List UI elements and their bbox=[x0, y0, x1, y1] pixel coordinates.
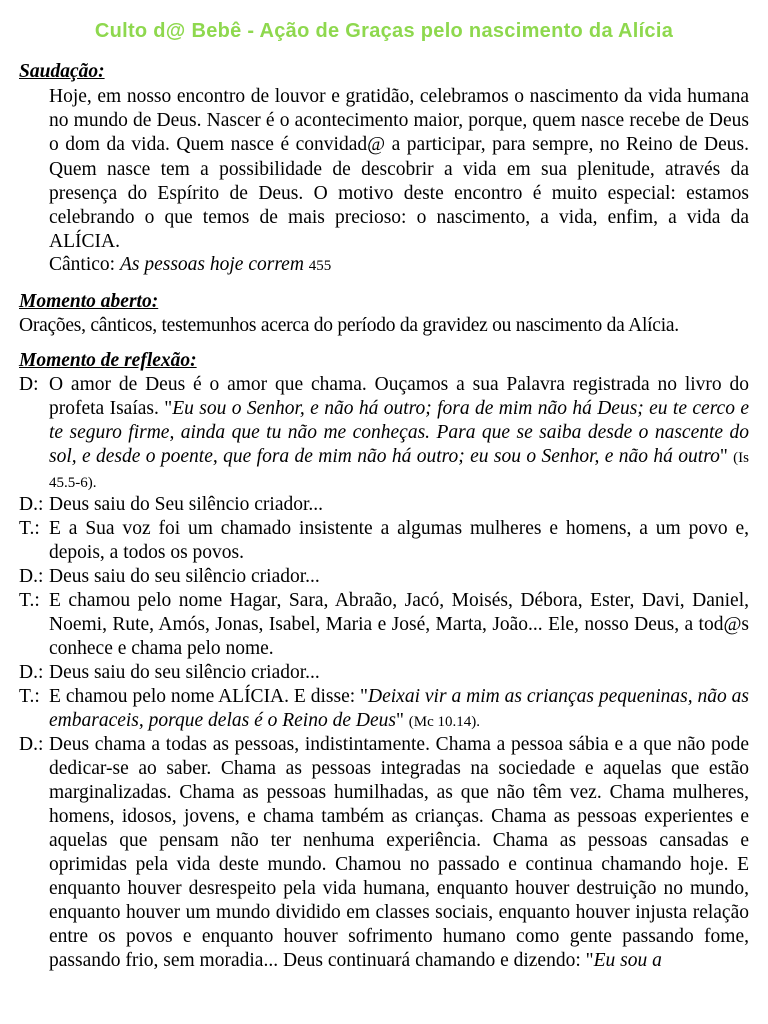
d4-label: D.: bbox=[19, 662, 44, 683]
d1-item: O amor de Deus é o amor que chama. Ouçamos a sua Palavra registrada no livro do profeta Isaías. "Eu sou o Senhor, e não há outro; fora de mim não há Deus; eu te cerco e te seguro firme, ainda que tu não me conheças. Para que se saiba desde o nascente do sol, e desde o poente, que fora de mim não há outro; eu sou o Senhor, e não há outro" (Is 45.5-6). bbox=[49, 374, 749, 491]
t2-text: E chamou pelo nome Hagar, Sara, Abraão, Jacó, Moisés, Débora, Ester, Davi, Daniel, Noemi, Rute, Amós, Jonas, Isabel, Maria e José, Marta, João... Ele, nosso Deus, a tod@s conhece e chama pelo nome. bbox=[49, 590, 749, 659]
t1-label: T.: bbox=[19, 518, 40, 539]
t3-text: E chamou pelo nome ALÍCIA. E disse: " bbox=[49, 686, 369, 707]
saudacao-paragraph bbox=[49, 85, 749, 254]
cantico-line bbox=[49, 253, 749, 278]
t3-item: E chamou pelo nome ALÍCIA. E disse: "Deixai vir a mim as crianças pequeninas, não as embaraceis, porque delas é o Reino de Deus" (Mc 10.14). bbox=[49, 686, 749, 731]
heading-momento-reflexao: Momento de reflexão: bbox=[19, 350, 197, 371]
heading-saudacao: Saudação: bbox=[19, 61, 105, 82]
t3-label: T.: bbox=[19, 686, 40, 707]
d1-text: O amor de Deus é o amor que chama. Ouçamos a sua Palavra registrada no livro do profeta Isaías. " bbox=[49, 374, 749, 419]
d3-text: Deus saiu do seu silêncio criador... bbox=[49, 566, 320, 587]
t3-reference: (Mc 10.14). bbox=[408, 714, 481, 730]
d3-label: D.: bbox=[19, 566, 44, 587]
d1-reference: (Is 45.5-6). bbox=[49, 450, 749, 491]
momento-aberto-text: Orações, cânticos, testemunhos acerca do período da gravidez ou nascimento da Alícia. bbox=[19, 315, 679, 336]
d5-quote: Eu sou a bbox=[593, 950, 662, 971]
d1-quote: Eu sou o Senhor, e não há outro; fora de mim não há Deus; eu te cerco e te seguro firme, ainda que tu não me conheças. Para que se saiba desde o nascente do sol, e desde o poente, que fora de mim não há outro; eu sou o Senhor, e não há outro bbox=[49, 398, 749, 467]
cantico-title: As pessoas hoje correm bbox=[119, 254, 304, 275]
d2-text: Deus saiu do Seu silêncio criador... bbox=[49, 494, 324, 515]
d4-text: Deus saiu do seu silêncio criador... bbox=[49, 662, 320, 683]
t3-quote: Deixai vir a mim as crianças pequeninas, não as embaraceis, porque delas é o Reino de Deus bbox=[49, 686, 749, 731]
d5-label: D.: bbox=[19, 734, 44, 755]
d5-item bbox=[49, 733, 749, 997]
cantico-number: 455 bbox=[308, 258, 332, 274]
heading-momento-aberto: Momento aberto: bbox=[19, 291, 159, 312]
document-title: Culto d@ Bebê - Ação de Graças pelo nascimento da Alícia bbox=[94, 20, 674, 42]
saudacao-text: Hoje, em nosso encontro de louvor e gratidão, celebramos o nascimento da vida humana no mundo de Deus. Nascer é o acontecimento maior, porque, quem nasce recebe de Deus o dom da vida. Quem nasce é convidad@ a participar, para sempre, no Reino de Deus. Quem nasce tem a possibilidade de descobrir a vida em sua plenitude, através da presença do Espírito de Deus. O motivo deste encontro é muito especial: estamos celebrando o que temos de mais precioso: o nascimento, a vida, enfim, a vida da ALÍCIA. bbox=[49, 86, 749, 253]
d1-label: D: bbox=[19, 374, 39, 395]
t1-text: E a Sua voz foi um chamado insistente a algumas mulheres e homens, a um povo e, depois, a todos os povos. bbox=[49, 518, 749, 563]
t2-label: T.: bbox=[19, 590, 40, 611]
cantico-label: Cântico: bbox=[49, 254, 116, 275]
d5-text: Deus chama a todas as pessoas, indistintamente. Chama a pessoa sábia e a que não pode dedicar-se ao saber. Chama as pessoas integradas na sociedade e aquelas que estão marginalizadas. Chama as pessoas humilhadas, as que não têm vez. Chama mulheres, homens, idosos, jovens, e chama também as crianças. Chama as pessoas experientes e aquelas que pensam não ter nenhuma experiência. Chama as pessoas cansadas e oprimidas pela vida deste mundo. Chamou no passado e continua chamando hoje. E enquanto houver desrespeito pela vida humana, enquanto houver destruição no mundo, enquanto houver um mundo dividido em classes sociais, enquanto houver injusta relação entre os povos e enquanto houver sofrimento humano como gente passando fome, passando frio, sem moradia... Deus continuará chamando e dizendo: " bbox=[49, 734, 749, 971]
d2-label: D.: bbox=[19, 494, 44, 515]
